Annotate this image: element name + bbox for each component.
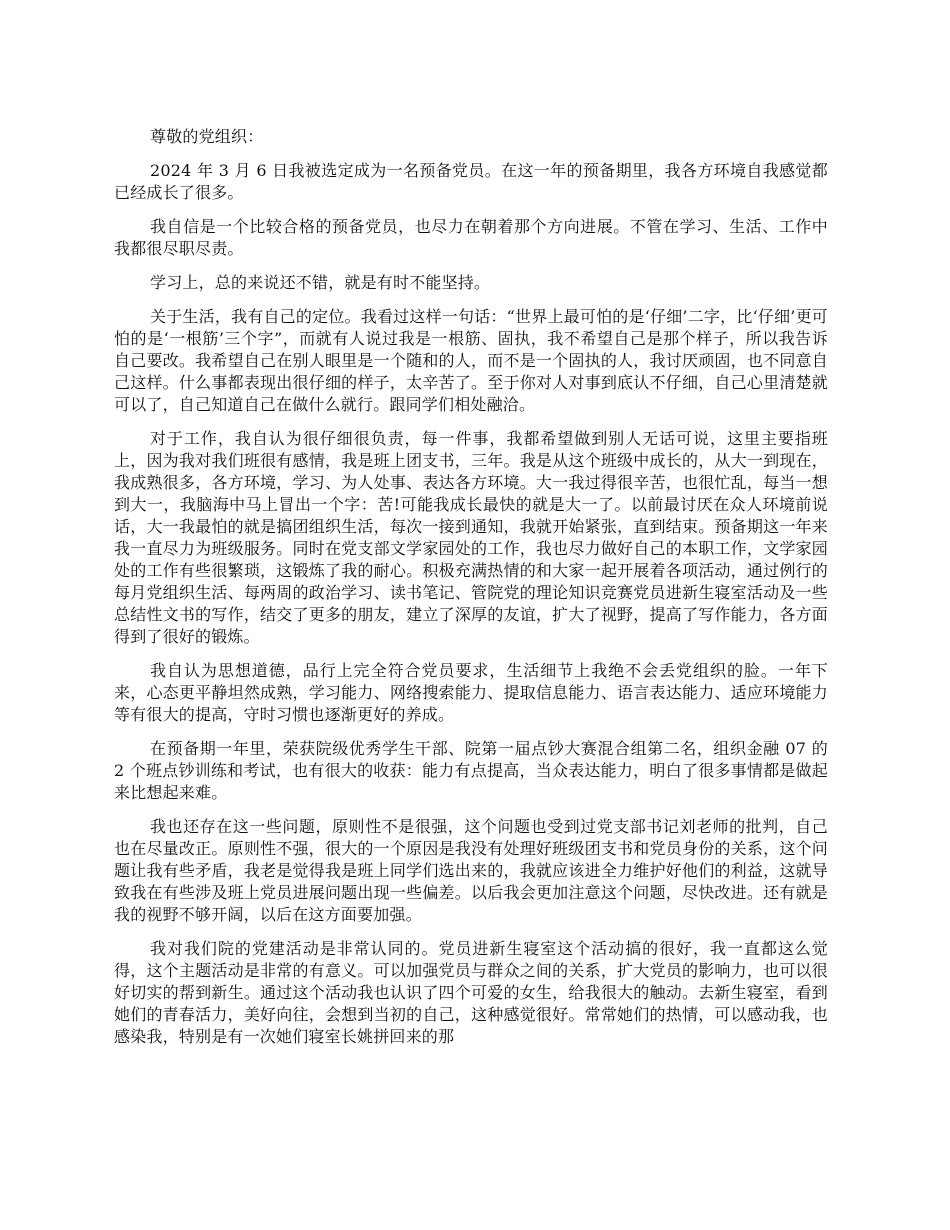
paragraph-morality: 我自认为思想道德，品行上完全符合党员要求，生活细节上我绝不会丢党组织的脸。一年下来，心态更平静坦然成熟，学习能力、网络搜索能力、提取信息能力、语言表达能力、适应环境能力等有很大的提高，守时习惯也逐渐更好的养成。 bbox=[114, 661, 828, 724]
paragraph-probation-date: 2024 年 3 月 6 日我被选定成为一名预备党员。在这一年的预备期里，我各方环境自我感觉都已经成长了很多。 bbox=[114, 161, 828, 202]
paragraph-self-assessment: 我自信是一个比较合格的预备党员，也尽力在朝着那个方向进展。不管在学习、生活、工作中我都很尽职尽责。 bbox=[114, 217, 828, 258]
paragraph-party-activities: 我对我们院的党建活动是非常认同的。党员进新生寝室这个活动搞的很好，我一直都这么觉得，这个主题活动是非常的有意义。可以加强党员与群众之间的关系，扩大党员的影响力，也可以很好切实的帮到新生。通过这个活动我也认识了四个可爱的女生，给我很大的触动。去新生寝室，看到她们的青春活力，美好向往，会想到当初的自己，这种感觉很好。常常她们的热情，可以感动我，也感染我，特别是有一次她们寝室长姚拼回来的那 bbox=[114, 939, 828, 1046]
paragraph-life: 关于生活，我有自己的定位。我看过这样一句话：“世界上最可怕的是‘仔细’二字，比‘仔细’更可怕的是‘一根筋’三个字”，而就有人说过我是一根筋、固执，我不希望自己是那个样子，所以我告诉自己要改。我希望自己在别人眼里是一个随和的人，而不是一个固执的人，我讨厌顽固，也不同意自己这样。什么事都表现出很仔细的样子，太辛苦了。至于你对人对事到底认不仔细，自己心里清楚就可以了，自己知道自己在做什么就行。跟同学们相处融洽。 bbox=[114, 307, 828, 414]
paragraph-shortcomings: 我也还存在这一些问题，原则性不是很强，这个问题也受到过党支部书记刘老师的批判，自己也在尽量改正。原则性不强，很大的一个原因是我没有处理好班级团支书和党员身份的关系，这个问题让我有些矛盾，我老是觉得我是班上同学们选出来的，我就应该进全力维护好他们的利益，这就导致我在有些涉及班上党员进展问题出现一些偏差。以后我会更加注意这个问题，尽快改进。还有就是我的视野不够开阔，以后在这方面要加强。 bbox=[114, 817, 828, 924]
paragraph-work: 对于工作，我自认为很仔细很负责，每一件事，我都希望做到别人无话可说，这里主要指班上，因为我对我们班很有感情，我是班上团支书，三年。我是从这个班级中成长的，从大一到现在，我成熟很多，各方环境，学习、为人处事、表达各方环境。大一我过得很辛苦，也很忙乱，每当一想到大一，我脑海中马上冒出一个字：苦!可能我成长最快的就是大一了。以前最讨厌在众人环境前说话，大一我最怕的就是搞团组织生活，每次一接到通知，我就开始紧张，直到结束。预备期这一年来我一直尽力为班级服务。同时在党支部文学家园处的工作，我也尽力做好自己的本职工作，文学家园处的工作有些很繁琐，这锻炼了我的耐心。积极充满热情的和大家一起开展着各项活动，通过例行的每月党组织生活、每两周的政治学习、读书笔记、管院党的理论知识竞赛党员进新生寝室活动及一些总结性文书的写作，结交了更多的朋友，建立了深厚的友谊，扩大了视野，提高了写作能力，各方面得到了很好的锻炼。 bbox=[114, 429, 828, 646]
salutation: 尊敬的党组织： bbox=[150, 127, 264, 146]
document-page bbox=[114, 126, 828, 1060]
paragraph-awards: 在预备期一年里，荣获院级优秀学生干部、院第一届点钞大赛混合组第二名，组织金融 07 的 2 个班点钞训练和考试，也有很大的收获：能力有点提高，当众表达能力，明白了很多事情都是做起来比想起来难。 bbox=[114, 739, 828, 802]
paragraph-study: 学习上，总的来说还不错，就是有时不能坚持。 bbox=[150, 273, 491, 292]
